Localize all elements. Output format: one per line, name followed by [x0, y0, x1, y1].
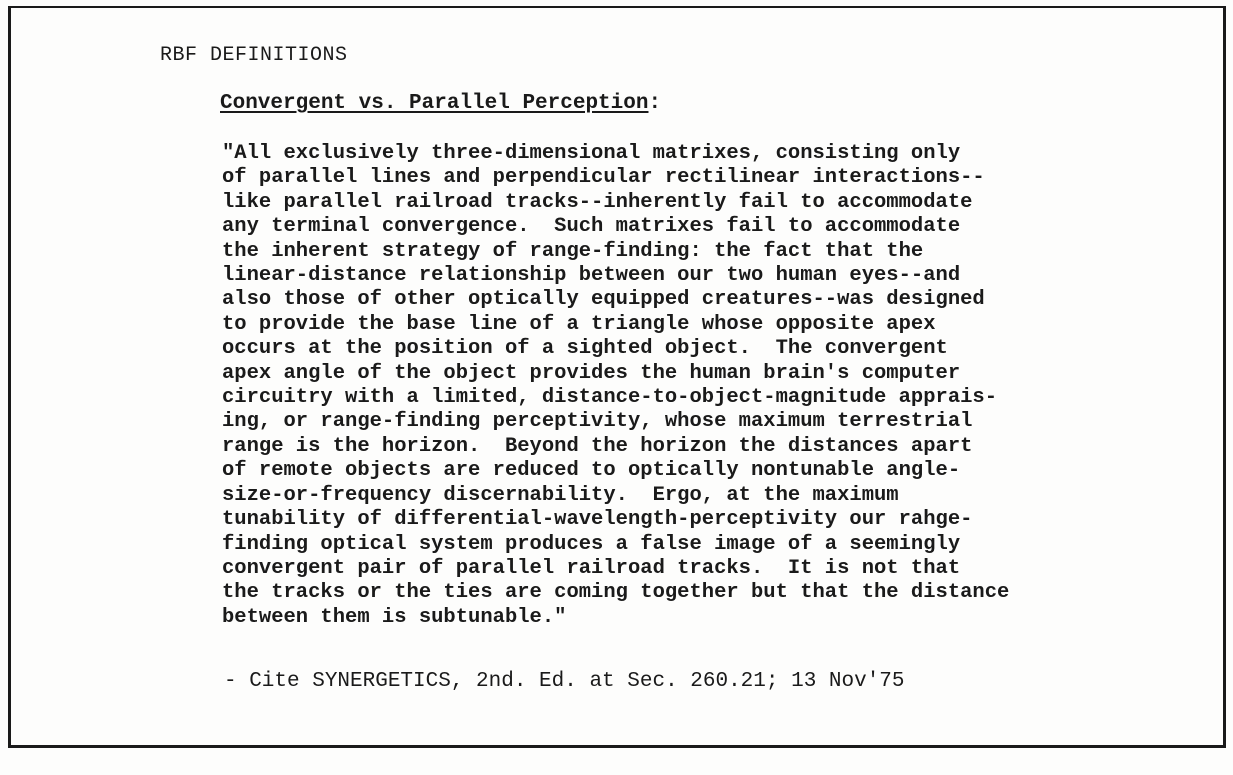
quote-line: range is the horizon. Beyond the horizon the distances apart: [222, 434, 973, 458]
quote-line: the tracks or the ties are coming together but that the distance: [222, 581, 1010, 605]
source-citation: - Cite SYNERGETICS, 2nd. Ed. at Sec. 260.21; 13 Nov'75: [224, 670, 905, 693]
quote-line: any terminal convergence. Such matrixes fail to accommodate: [222, 215, 961, 239]
definition-title: Convergent vs. Parallel Perception: [220, 92, 649, 115]
document-header: RBF DEFINITIONS: [160, 44, 348, 67]
quote-line: also those of other optically equipped creatures--was designed: [222, 288, 985, 312]
quote-line: to provide the base line of a triangle whose opposite apex: [222, 312, 936, 336]
quote-line: between them is subtunable.": [222, 605, 567, 629]
quote-line: convergent pair of parallel railroad tracks. It is not that: [222, 556, 961, 580]
quote-line: of remote objects are reduced to optically nontunable angle-: [222, 459, 961, 483]
definition-title-colon: :: [648, 92, 662, 115]
definition-subheading: [220, 92, 661, 115]
quote-line: the inherent strategy of range-finding: the fact that the: [222, 239, 924, 263]
quote-line: linear-distance relationship between our two human eyes--and: [222, 264, 961, 288]
quote-line: of parallel lines and perpendicular rectilinear interactions--: [222, 166, 985, 190]
quote-line: tunability of differential-wavelength-perceptivity our rahge-: [222, 508, 973, 532]
quote-line: size-or-frequency discernability. Ergo, at the maximum: [222, 483, 899, 507]
quote-line: like parallel railroad tracks--inherently fail to accommodate: [222, 190, 973, 214]
quote-line: finding optical system produces a false image of a seemingly: [222, 532, 961, 556]
quote-line: ing, or range-finding perceptivity, whose maximum terrestrial: [222, 410, 973, 434]
quote-line: circuitry with a limited, distance-to-object-magnitude apprais-: [222, 386, 998, 410]
quote-line: occurs at the position of a sighted object. The convergent: [222, 337, 948, 361]
quote-line: apex angle of the object provides the human brain's computer: [222, 361, 961, 385]
definition-quote: [222, 142, 1162, 630]
quote-line: "All exclusively three-dimensional matrixes, consisting only: [222, 142, 961, 165]
